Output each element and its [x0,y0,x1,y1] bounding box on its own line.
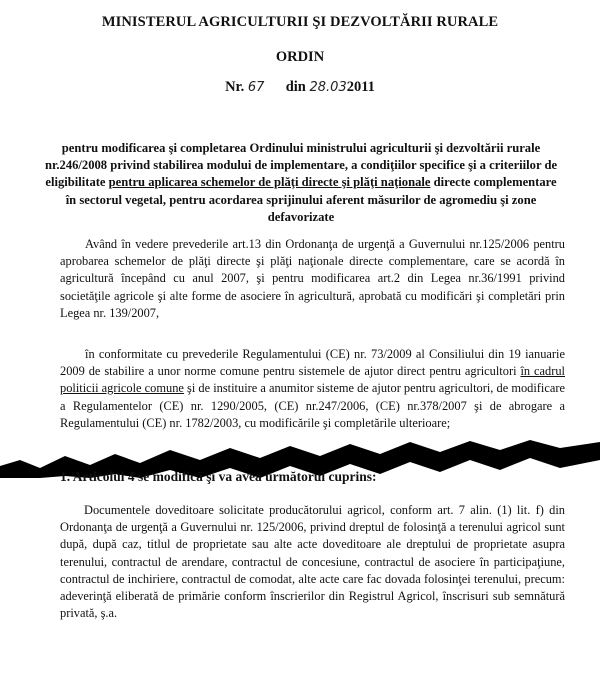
article-body: Documentele doveditoare solicitate producătorului agricol, conform art. 7 alin. (1) lit. f) din Ordonanţa de urgenţă a Guvernului nr. 125/2006, privind dreptul de folosinţă a terenului agricol sunt după, după caz, titlul de proprietate sau alte acte doveditoare ale dreptului de proprietate asupra terenului, contractul de arendare, contractul de concesiune, contractul de asociere în participaţiune, contractul de inchiriere, contractul de comodat, alte acte care fac dovada folosinţei terenului, precum: adeverinţă eliberată de primărie conform înscrierilor din Registrul Agricol, înscrisuri sub semnătură privată, ş.a. [60,503,565,621]
subject-text-1: pentru modificarea şi completarea Ordinului ministrului agriculturii şi dezvoltării rurale nr.246/2008 privind stabilirea modului de implementare, a condiţiilor specifice şi a criteriilor de eligibilitate [44,141,558,190]
preamble-2-underlined-text: în cadrul politicii agricole comune [60,364,566,396]
document-type: ORDIN [275,49,325,65]
nr-label: Nr. [225,79,245,95]
year: 2011 [346,79,375,95]
preamble-paragraph-1: Având în vedere prevederile art.13 din Ordonanţa de urgenţă a Guvernului nr.125/2006 pentru aprobarea schemelor de plăţi directe şi plăţi naţionale directe complementare, care se acordă în agricultură începând cu anul 2007, şi pentru modificarea art.2 din Legea nr.36/1991 privind societăţile agricole şi alte forme de asociere în agricultură, aprobată cu modificări şi completări prin Legea nr. 139/2007, [60,237,565,320]
order-number-line [0,79,600,96]
date-label: din [285,79,306,95]
order-subject [40,140,562,226]
subject-text-2: directe complementare în sectorul vegetal, pentru acordarea sprijinului aferent măsurilor de agromediu şi zone defavorizate [65,175,557,224]
ministry-heading: MINISTERUL AGRICULTURII ŞI DEZVOLTĂRII RURALE [101,14,499,30]
preamble-2-text-2: şi de instituire a anumitor sisteme de ajutor pentru agricultori, de modificare a Regulamentelor (CE) nr. 1290/2005, (CE) nr.247/2006, (CE) nr.378/2007 şi de abrogare a Regulamentului (CE) nr. 1782/2003, cu modificările şi completările ulterioare; [60,381,565,430]
article-heading: 1. Articolul 4 se modifică şi va avea următorul cuprins: [60,469,377,484]
handwritten-number: 67 [247,80,265,95]
preamble-2-text-1: în conformitate cu prevederile Regulamentului (CE) nr. 73/2009 al Consiliului din 19 ianuarie 2009 de stabilire a unor norme comune pentru sistemele de ajutor direct pentru agricultori [60,347,565,379]
handwritten-date: 28.03 [309,80,347,95]
preamble-paragraph-2 [60,346,565,432]
subject-underlined-text: pentru aplicarea schemelor de plăţi directe şi plăţi naţionale [108,175,431,190]
